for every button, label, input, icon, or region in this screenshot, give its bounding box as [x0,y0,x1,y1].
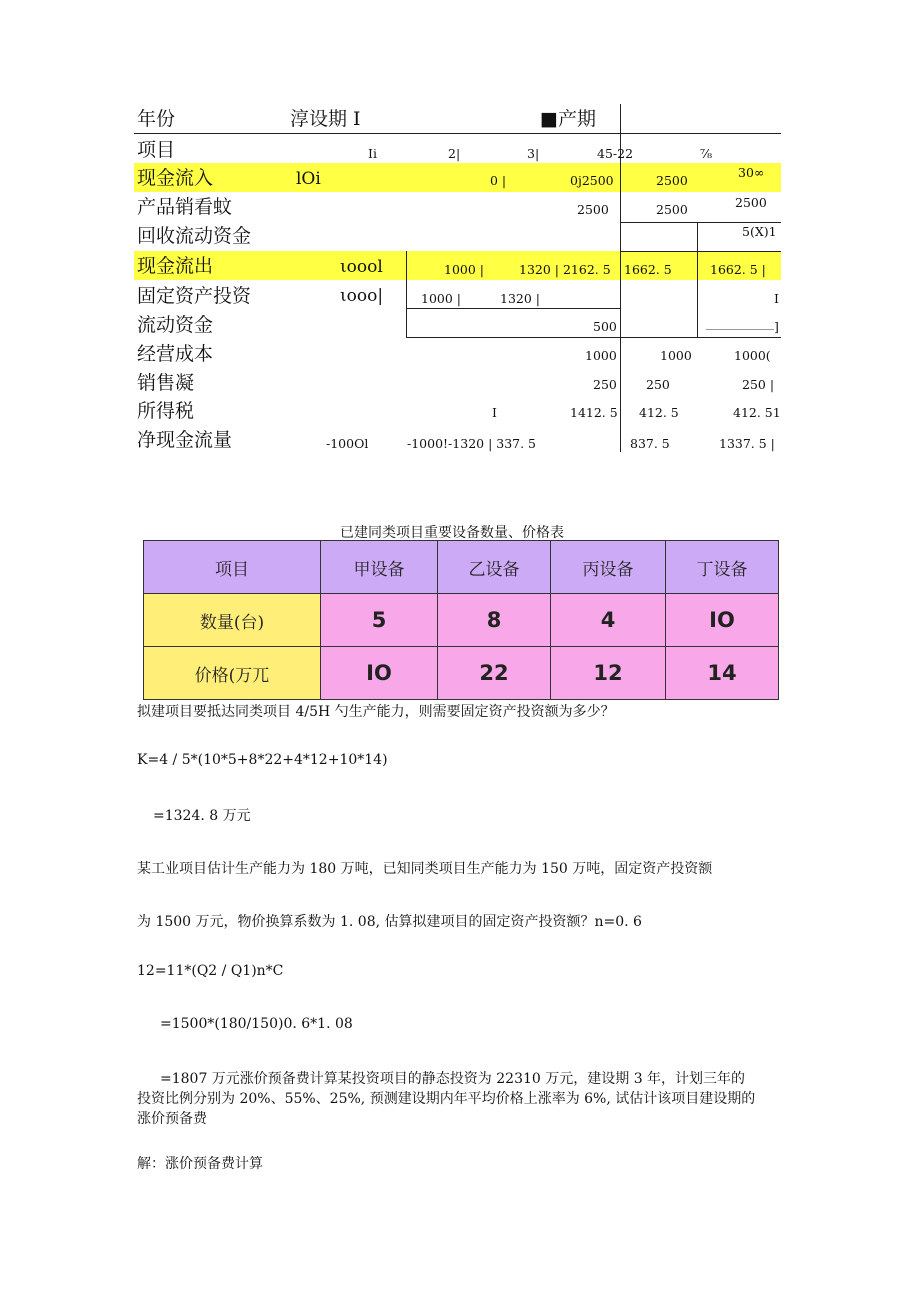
cell: 0j2500 [570,173,614,188]
cell: 250 [646,377,670,392]
rule [620,251,781,252]
formula-2: 12=11*(Q2 / Q1)n*C [137,963,284,979]
cell: 1000( [734,348,771,363]
paragraph-3-line-2: 投资比例分别为 20%、55%、25%, 预测建设期内年平均价格上涨率为 6%, 试估计该项目建设期的 [137,1091,756,1107]
row-label: 现金流入 [137,167,214,189]
equipment-table-title: 已建同类项目重要设备数量、价格表 [340,525,564,541]
row-label: 流动资金 [137,314,214,336]
price-label: 价格(万兀 [144,647,321,700]
construction-period-label: 淳设期 I [290,108,361,130]
cell: 2500 [735,195,767,210]
price-d: 14 [666,647,779,700]
paragraph-3-line-3: 涨价预备费 [137,1111,207,1127]
cell: 837. 5 [630,436,670,451]
quantity-c: 4 [551,594,666,647]
solution-heading: 解：涨价预备费计算 [137,1156,263,1172]
cell: 30∞ [738,165,765,180]
row-label: 销售凝 [137,372,195,394]
price-c: 12 [551,647,666,700]
cell: 2500 [656,202,688,217]
year-4-5: 45-22 [597,146,634,161]
row-label: 回收流动资金 [137,225,252,247]
cell: ] [774,319,779,334]
cell: 1000 | [421,291,461,306]
quantity-b: 8 [438,594,551,647]
cell: -1000!-1320 | 337. 5 [407,436,537,451]
cell: 250 | [742,377,775,392]
cell: 500 [593,319,617,334]
header-item: 项目 [144,541,321,594]
cell: 0 | [490,173,507,188]
row-label: 现金流出 [137,255,214,277]
cell: ιooo| [340,286,384,306]
year-3: 3| [527,146,540,161]
header-equipment-a: 甲设备 [321,541,438,594]
cell: lOi [296,169,321,189]
year-1: Ii [368,146,377,161]
header-equipment-b: 乙设备 [438,541,551,594]
row-label: 产品销看蚊 [137,196,233,218]
cell: 2500 [656,173,688,188]
cell: 412. 51 [733,405,781,420]
equipment-table [143,540,779,700]
row-label: 经营成本 [137,343,214,365]
cell: 1000 [585,348,617,363]
production-period-label: ■产期 [540,108,596,130]
question-1: 拟建项目要抵达同类项目 4/5H 勺生产能力，则需要固定资产投资额为多少？ [137,704,615,720]
question-2-line-1: 某工业项目估计生产能力为 180 万吨，已知同类项目生产能力为 150 万吨，固定资产投资额 [137,861,713,877]
quantity-d: IO [666,594,779,647]
cell: 1412. 5 [570,405,618,420]
rule [697,222,698,337]
result-1: =1324. 8 万元 [153,808,251,824]
year-2: 2| [448,146,461,161]
cell: 250 [593,377,617,392]
cell: I [774,291,779,306]
cell: 2500 [577,202,609,217]
question-2-line-2: 为 1500 万元，物价换算系数为 1. 08, 估算拟建项目的固定资产投资额？n=0. 6 [137,914,642,930]
price-a: IO [321,647,438,700]
price-b: 22 [438,647,551,700]
paragraph-3-line-1: =1807 万元涨价预备费计算某投资项目的静态投资为 22310 万元，建设期 3 年，计划三年的 [160,1071,746,1087]
row-label: 固定资产投资 [137,285,252,307]
formula-1: K=4 / 5*(10*5+8*22+4*12+10*14) [137,752,388,768]
cell: 412. 5 [639,405,679,420]
cell: 1337. 5 | [719,436,775,451]
cell: -100Ol [326,436,369,451]
quantity-label: 数量(台) [144,594,321,647]
header-equipment-c: 丙设备 [551,541,666,594]
row-label: 所得税 [137,400,195,422]
quantity-a: 5 [321,594,438,647]
rule [406,251,407,337]
cell: I [492,405,497,420]
cell: 1662. 5 | [710,262,766,277]
cell: 1320 | 2162. 5 [519,262,611,277]
item-label: 项目 [137,139,176,161]
cell: 1000 [660,348,692,363]
rule [706,329,774,330]
rule [134,133,781,134]
formula-3: =1500*(180/150)0. 6*1. 08 [160,1016,353,1032]
cell: ιoool [340,257,383,277]
cell: 1000 | [444,262,484,277]
cell: 1320 | [500,291,540,306]
year-7-8: ⅞ [700,146,713,161]
row-label: 净现金流量 [137,429,233,451]
header-equipment-d: 丁设备 [666,541,779,594]
cell: 1662. 5 [624,262,672,277]
cell: 5(X)1 [742,224,777,239]
year-label: 年份 [137,108,176,130]
